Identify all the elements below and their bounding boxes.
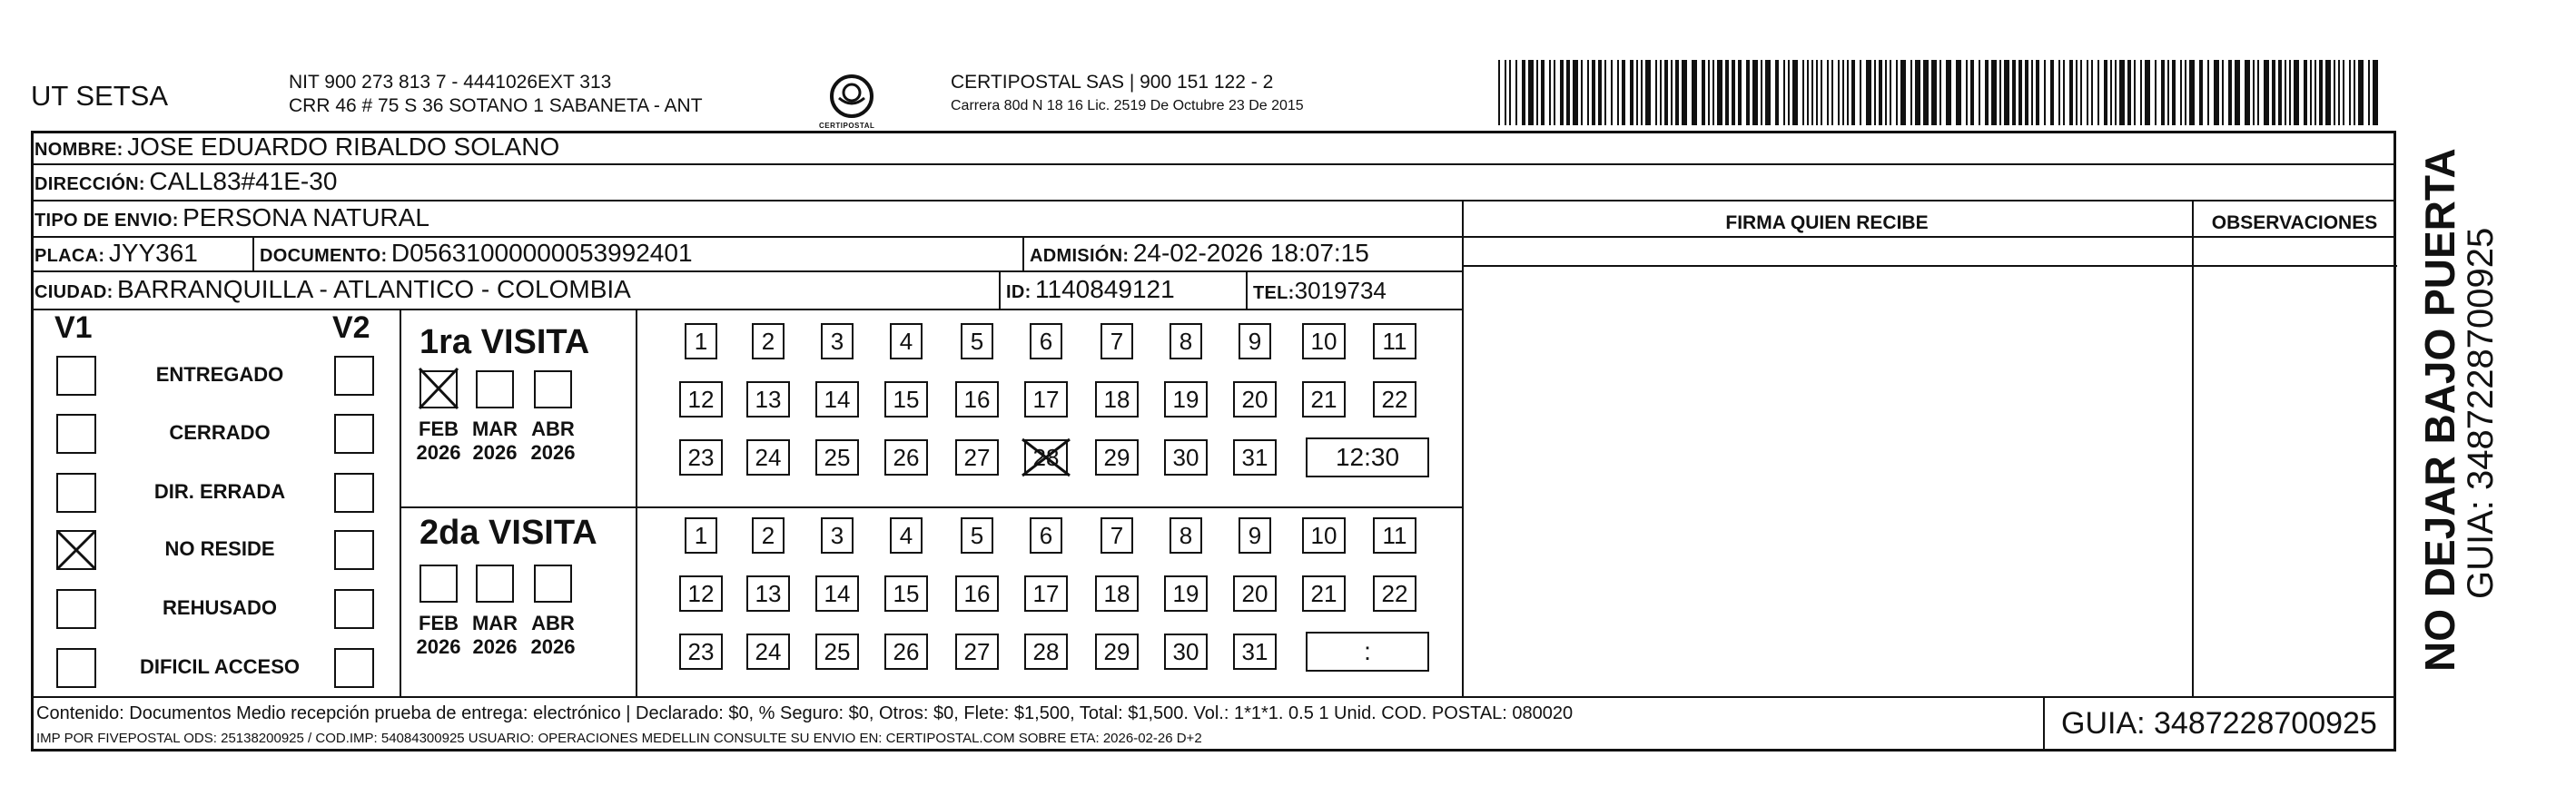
nombre-row — [35, 133, 559, 162]
barcode-bar — [1604, 60, 1606, 125]
month-checkbox — [534, 565, 572, 603]
day-box: 5 — [961, 517, 993, 554]
barcode-bar — [1566, 60, 1570, 125]
barcode-bar — [1860, 60, 1861, 125]
status-v1-checkbox — [56, 589, 96, 629]
barcode-bar — [1802, 60, 1804, 125]
month-checkbox — [419, 565, 458, 603]
status-v2-checkbox — [334, 414, 374, 454]
day-box: 26 — [884, 634, 928, 670]
barcode-bar — [1682, 60, 1687, 125]
barcode-bar — [1712, 60, 1714, 125]
barcode-bar — [1931, 60, 1937, 125]
status-v2-checkbox — [334, 589, 374, 629]
day-box: 7 — [1100, 323, 1133, 359]
barcode-bar — [2310, 60, 2312, 125]
company-nit: NIT 900 273 813 7 - 4441026EXT 313 — [289, 72, 612, 93]
barcode-bar — [1752, 60, 1758, 125]
day-box: 25 — [815, 439, 859, 476]
placa-value: JYY361 — [108, 239, 198, 267]
barcode-bar — [2354, 60, 2355, 125]
barcode-bar — [1522, 60, 1525, 125]
barcode-bar — [1811, 60, 1813, 125]
barcode-bar — [2285, 60, 2286, 125]
day-box: 16 — [955, 575, 999, 612]
day-box: 22 — [1373, 381, 1416, 418]
direccion-value: CALL83#41E-30 — [149, 167, 338, 195]
nombre-value: JOSE EDUARDO RIBALDO SOLANO — [127, 133, 560, 161]
barcode-bar — [2172, 60, 2176, 125]
day-box: 1 — [685, 517, 717, 554]
status-label: ENTREGADO — [155, 363, 284, 386]
day-box: 9 — [1239, 517, 1271, 554]
barcode-bar — [1885, 60, 1887, 125]
day-box: 26 — [884, 439, 928, 476]
admision-cell — [1030, 239, 1369, 268]
status-label: DIFICIL ACCESO — [139, 655, 300, 678]
day-box: 22 — [1373, 575, 1416, 612]
status-v1-checkbox — [56, 473, 96, 513]
day-box: 6 — [1030, 323, 1062, 359]
carrier-license: Carrera 80d N 18 16 Lic. 2519 De Octubre 23 De 2015 — [951, 98, 1304, 113]
barcode-bar — [1816, 60, 1818, 125]
barcode-bar — [1738, 60, 1742, 125]
day-box: 9 — [1239, 323, 1271, 359]
barcode-bar — [1664, 60, 1668, 125]
barcode-bar — [1581, 60, 1583, 125]
barcode-bar — [1842, 60, 1844, 125]
logo-text: CERTIPOSTAL — [819, 122, 875, 130]
time-box: 12:30 — [1306, 437, 1429, 477]
barcode-bar — [2314, 60, 2316, 125]
barcode-bar — [2155, 60, 2157, 125]
barcode-bar — [1900, 60, 1906, 125]
barcode-bar — [2368, 60, 2370, 125]
day-box: 3 — [821, 323, 854, 359]
barcode-bar — [1573, 60, 1578, 125]
day-box: 29 — [1095, 439, 1139, 476]
barcode-bar — [2185, 60, 2186, 125]
status-v2-checkbox — [334, 530, 374, 570]
status-v1-checkbox — [56, 414, 96, 454]
barcode-bar — [1890, 60, 1891, 125]
barcode-bar — [2343, 60, 2344, 125]
barcode-bar — [1636, 60, 1638, 125]
day-box: 20 — [1233, 575, 1277, 612]
barcode-bar — [1746, 60, 1750, 125]
day-box: 19 — [1164, 381, 1208, 418]
barcode-bar — [2214, 60, 2219, 125]
tipo-envio-label: TIPO DE ENVIO: — [35, 211, 179, 231]
day-box: 1 — [685, 323, 717, 359]
company-address: CRR 46 # 75 S 36 SOTANO 1 SABANETA - ANT — [289, 95, 703, 116]
footer-content: Contenido: Documentos Medio recepción prueba de entrega: electrónico | Declarado: $0, % Seguro: $0, Otros: $0, Flete: $1,500, Total: $1,500. Vol.: 1*1*1. 0.5 1 Unid. COD. POSTAL: 080020 — [36, 703, 1574, 723]
carrier-block — [951, 71, 1304, 118]
barcode — [1498, 60, 2384, 125]
day-box: 23 — [679, 634, 723, 670]
day-box: 18 — [1095, 381, 1139, 418]
tipo-envio-value: PERSONA NATURAL — [183, 203, 429, 231]
day-box: 27 — [955, 634, 999, 670]
barcode-bar — [1528, 60, 1534, 125]
barcode-bar — [2228, 60, 2232, 125]
day-box: 23 — [679, 439, 723, 476]
barcode-bar — [2235, 60, 2240, 125]
id-value: 1140849121 — [1035, 275, 1175, 303]
barcode-bar — [2044, 60, 2046, 125]
barcode-bar — [2167, 60, 2169, 125]
tel-value: 3019734 — [1294, 277, 1387, 304]
month-checkbox — [476, 565, 514, 603]
day-box: 4 — [890, 517, 923, 554]
barcode-bar — [1970, 60, 1974, 125]
day-box: 10 — [1302, 323, 1346, 359]
barcode-bar — [1509, 60, 1511, 125]
barcode-bar — [1939, 60, 1941, 125]
barcode-bar — [1598, 60, 1602, 125]
observaciones-header: OBSERVACIONES — [2211, 212, 2378, 233]
day-box: 13 — [746, 575, 790, 612]
month-check-mark-icon — [418, 367, 459, 410]
documento-label: DOCUMENTO: — [260, 246, 388, 266]
month-year: 2026 — [416, 635, 461, 658]
day-box: 30 — [1164, 439, 1208, 476]
barcode-bar — [2304, 60, 2307, 125]
barcode-bar — [1660, 60, 1662, 125]
tel-cell — [1253, 277, 1387, 305]
day-check-mark-icon — [1021, 437, 1071, 477]
barcode-bar — [2104, 60, 2107, 125]
barcode-bar — [2358, 60, 2364, 125]
barcode-bar — [2004, 60, 2009, 125]
barcode-bar — [2349, 60, 2351, 125]
barcode-bar — [2222, 60, 2224, 125]
month-label: MAR — [471, 418, 518, 440]
day-box: 17 — [1024, 381, 1068, 418]
barcode-bar — [1541, 60, 1545, 125]
month-label: MAR — [471, 612, 518, 634]
month-year: 2026 — [530, 441, 576, 464]
month-label: FEB — [419, 418, 459, 440]
barcode-bar — [2076, 60, 2078, 125]
day-box: 21 — [1302, 575, 1346, 612]
day-box: 31 — [1233, 634, 1277, 670]
day-box: 7 — [1100, 517, 1133, 554]
barcode-bar — [2272, 60, 2275, 125]
day-box: 11 — [1373, 323, 1416, 359]
barcode-bar — [1851, 60, 1855, 125]
barcode-bar — [1536, 60, 1538, 125]
barcode-bar — [1821, 60, 1822, 125]
barcode-bar — [2087, 60, 2088, 125]
barcode-bar — [1792, 60, 1798, 125]
month-label: ABR — [531, 418, 575, 440]
day-box: 30 — [1164, 634, 1208, 670]
barcode-bar — [1874, 60, 1876, 125]
day-box: 13 — [746, 381, 790, 418]
status-label: DIR. ERRADA — [153, 480, 286, 503]
tel-label: TEL: — [1253, 283, 1295, 303]
barcode-bar — [2058, 60, 2060, 125]
barcode-bar — [2253, 60, 2255, 125]
barcode-bar — [2110, 60, 2112, 125]
barcode-bar — [1671, 60, 1673, 125]
id-label: ID: — [1006, 282, 1031, 302]
day-box: 28 — [1024, 439, 1068, 476]
barcode-bar — [2115, 60, 2117, 125]
barcode-bar — [1675, 60, 1679, 125]
day-box: 2 — [752, 323, 785, 359]
day-box: 10 — [1302, 517, 1346, 554]
barcode-bar — [2069, 60, 2073, 125]
barcode-bar — [1761, 60, 1762, 125]
barcode-bar — [1560, 60, 1564, 125]
day-box: 2 — [752, 517, 785, 554]
documento-value: D05631000000053992401 — [390, 239, 693, 267]
day-box: 11 — [1373, 517, 1416, 554]
barcode-bar — [2050, 60, 2054, 125]
barcode-bar — [2319, 60, 2323, 125]
status-v2-checkbox — [334, 473, 374, 513]
month-year: 2026 — [472, 635, 518, 658]
ciudad-label: CIUDAD: — [35, 282, 114, 302]
placa-cell — [35, 239, 198, 268]
barcode-bar — [2278, 60, 2282, 125]
carrier-name: CERTIPOSTAL SAS | 900 151 122 - 2 — [951, 72, 1274, 93]
day-box: 14 — [815, 575, 859, 612]
barcode-bar — [1788, 60, 1790, 125]
barcode-bar — [2207, 60, 2209, 125]
barcode-bar — [2036, 60, 2039, 125]
day-box: 16 — [955, 381, 999, 418]
id-cell — [1006, 275, 1175, 304]
side-guia: GUIA: 3487228700925 — [2461, 227, 2501, 599]
month-year: 2026 — [472, 441, 518, 464]
status-label: REHUSADO — [163, 596, 277, 619]
barcode-bar — [1515, 60, 1517, 125]
month-checkbox — [534, 370, 572, 408]
day-box: 12 — [679, 381, 723, 418]
barcode-bar — [1554, 60, 1555, 125]
day-box: 24 — [746, 439, 790, 476]
day-box: 18 — [1095, 575, 1139, 612]
day-box: 6 — [1030, 517, 1062, 554]
placa-label: PLACA: — [35, 246, 105, 266]
barcode-bar — [1592, 60, 1595, 125]
barcode-bar — [1587, 60, 1589, 125]
barcode-bar — [2257, 60, 2259, 125]
barcode-bar — [1641, 60, 1643, 125]
month-label: ABR — [531, 612, 575, 634]
barcode-bar — [1645, 60, 1651, 125]
barcode-bar — [1708, 60, 1710, 125]
barcode-bar — [1807, 60, 1809, 125]
barcode-bar — [2134, 60, 2136, 125]
barcode-bar — [1923, 60, 1929, 125]
status-v1-checkbox — [56, 648, 96, 688]
barcode-bar — [2264, 60, 2269, 125]
status-label: NO RESIDE — [164, 537, 275, 560]
barcode-bar — [2012, 60, 2016, 125]
ciudad-value: BARRANQUILLA - ATLANTICO - COLOMBIA — [117, 275, 631, 303]
day-box: 15 — [884, 575, 928, 612]
company-nit-block — [289, 71, 703, 118]
barcode-bar — [1866, 60, 1871, 125]
day-box: 19 — [1164, 575, 1208, 612]
firma-header: FIRMA QUIEN RECIBE — [1725, 212, 1929, 233]
barcode-bar — [2127, 60, 2131, 125]
time-box: : — [1306, 632, 1429, 672]
barcode-bar — [2325, 60, 2331, 125]
day-box: 12 — [679, 575, 723, 612]
barcode-bar — [2091, 60, 2093, 125]
barcode-bar — [1505, 60, 1506, 125]
day-box: 20 — [1233, 381, 1277, 418]
month-year: 2026 — [416, 441, 461, 464]
barcode-bar — [2145, 60, 2150, 125]
barcode-bar — [1985, 60, 1989, 125]
barcode-bar — [1999, 60, 2001, 125]
status-check-mark-icon — [56, 530, 96, 570]
barcode-bar — [2189, 60, 2195, 125]
barcode-bar — [1775, 60, 1779, 125]
barcode-bar — [1896, 60, 1898, 125]
month-label: FEB — [419, 612, 459, 634]
month-year: 2026 — [530, 635, 576, 658]
barcode-bar — [2063, 60, 2065, 125]
barcode-bar — [1831, 60, 1833, 125]
barcode-bar — [1549, 60, 1551, 125]
barcode-bar — [1783, 60, 1785, 125]
barcode-bar — [1827, 60, 1829, 125]
day-box: 17 — [1024, 575, 1068, 612]
barcode-bar — [2294, 60, 2299, 125]
barcode-bar — [1915, 60, 1920, 125]
barcode-bar — [1966, 60, 1968, 125]
barcode-bar — [1692, 60, 1697, 125]
documento-cell — [260, 239, 693, 268]
barcode-bar — [1765, 60, 1771, 125]
admision-label: ADMISIÓN: — [1030, 246, 1130, 266]
barcode-bar — [2031, 60, 2033, 125]
day-box: 24 — [746, 634, 790, 670]
day-box: 27 — [955, 439, 999, 476]
day-box: 28 — [1024, 634, 1068, 670]
admision-value: 24-02-2026 18:07:15 — [1132, 239, 1369, 267]
barcode-bar — [2018, 60, 2022, 125]
day-box: 21 — [1302, 381, 1346, 418]
tipo-envio-row — [35, 203, 429, 232]
status-v2-checkbox — [334, 356, 374, 396]
barcode-bar — [2199, 60, 2203, 125]
company-name: UT SETSA — [31, 80, 169, 112]
barcode-bar — [1956, 60, 1961, 125]
barcode-bar — [2080, 60, 2082, 125]
day-box: 3 — [821, 517, 854, 554]
barcode-bar — [1879, 60, 1882, 125]
barcode-bar — [1979, 60, 1980, 125]
barcode-bar — [2161, 60, 2165, 125]
status-label: CERRADO — [169, 421, 271, 444]
barcode-bar — [1910, 60, 1912, 125]
day-box: 15 — [884, 381, 928, 418]
v1-header: V1 — [54, 310, 93, 345]
barcode-bar — [2245, 60, 2250, 125]
day-box: 5 — [961, 323, 993, 359]
barcode-bar — [2140, 60, 2142, 125]
day-box: 14 — [815, 381, 859, 418]
barcode-bar — [2289, 60, 2291, 125]
status-v1-checkbox — [56, 356, 96, 396]
barcode-bar — [2119, 60, 2125, 125]
barcode-bar — [2334, 60, 2335, 125]
barcode-bar — [1725, 60, 1729, 125]
status-v2-checkbox — [334, 648, 374, 688]
barcode-bar — [1847, 60, 1849, 125]
barcode-bar — [2338, 60, 2340, 125]
direccion-label: DIRECCIÓN: — [35, 174, 145, 194]
barcode-bar — [2097, 60, 2099, 125]
day-box: 8 — [1170, 323, 1202, 359]
barcode-bar — [1630, 60, 1633, 125]
barcode-bar — [2373, 60, 2378, 125]
barcode-bar — [1946, 60, 1951, 125]
barcode-bar — [1655, 60, 1657, 125]
barcode-bar — [1498, 60, 1500, 125]
barcode-bar — [1732, 60, 1735, 125]
side-warning: NO DEJAR BAJO PUERTA — [2416, 148, 2463, 672]
barcode-bar — [1702, 60, 1705, 125]
footer-guia: GUIA: 3487228700925 — [2061, 706, 2377, 741]
barcode-bar — [2025, 60, 2028, 125]
direccion-row — [35, 167, 337, 196]
day-box: 31 — [1233, 439, 1277, 476]
barcode-bar — [1617, 60, 1619, 125]
day-box: 25 — [815, 634, 859, 670]
ciudad-cell — [35, 275, 631, 304]
barcode-bar — [1991, 60, 1997, 125]
visit2-title: 2da VISITA — [419, 514, 597, 552]
footer-print-info: IMP POR FIVEPOSTAL ODS: 25138200925 / COD.IMP: 54084300925 USUARIO: OPERACIONES MEDELLIN CONSULTE SU ENVIO EN: CERTIPOSTAL.COM SOBRE ETA: 2026-02-26 D+2 — [36, 731, 1202, 746]
day-box: 4 — [890, 323, 923, 359]
barcode-bar — [1611, 60, 1613, 125]
v2-header: V2 — [332, 310, 370, 345]
day-box: 29 — [1095, 634, 1139, 670]
nombre-label: NOMBRE: — [35, 140, 123, 160]
day-box: 8 — [1170, 517, 1202, 554]
certipostal-logo-icon — [826, 71, 877, 122]
barcode-bar — [1838, 60, 1840, 125]
visit1-title: 1ra VISITA — [419, 323, 590, 361]
barcode-bar — [1622, 60, 1625, 125]
barcode-bar — [1717, 60, 1722, 125]
barcode-bar — [2180, 60, 2182, 125]
month-checkbox — [476, 370, 514, 408]
